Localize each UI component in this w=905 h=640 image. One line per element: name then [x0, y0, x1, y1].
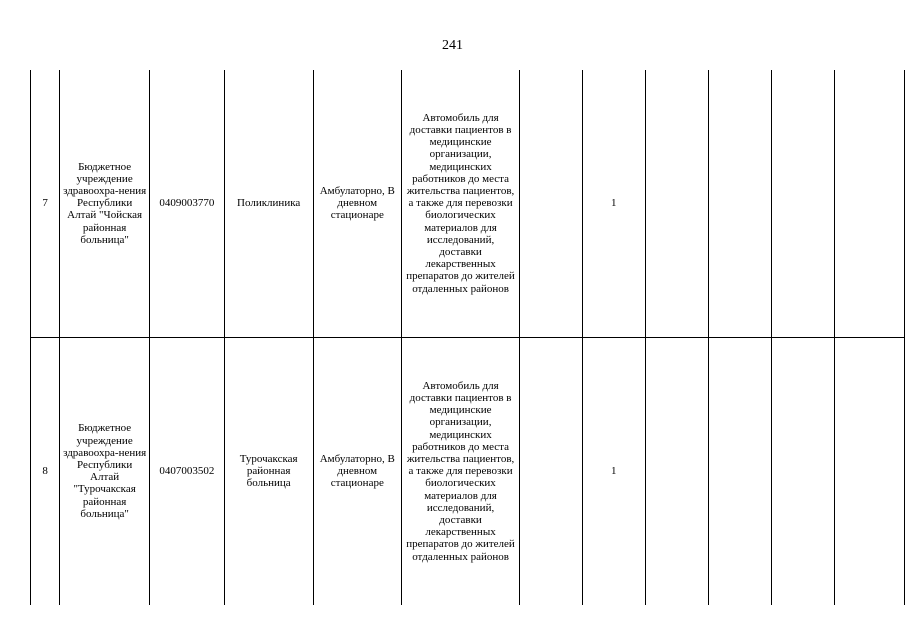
unit-name: Поликлиника [224, 70, 313, 337]
empty-cell [520, 70, 583, 337]
institution-code: 0407003502 [150, 337, 225, 605]
institution-name: Бюджетное учреждение здравоохра-нения Республики Алтай "Чойская районная больница" [60, 70, 150, 337]
empty-cell [645, 70, 708, 337]
empty-cell [771, 337, 834, 605]
empty-cell [835, 70, 905, 337]
vehicle-purpose: Автомобиль для доставки пациентов в медицинские организации, медицинских работников до места жительства пациентов, а также для перевозки биологических материалов для исследований, доставки лекарственных препаратов до жителей отдаленных районов [401, 70, 519, 337]
institution-code: 0409003770 [150, 70, 225, 337]
row-index: 7 [31, 70, 60, 337]
page-number: 241 [442, 38, 463, 53]
vehicle-quantity: 1 [582, 70, 645, 337]
empty-cell [709, 337, 772, 605]
empty-cell [520, 337, 583, 605]
table-row [31, 337, 905, 605]
care-conditions: Амбулаторно, В дневном стационаре [313, 337, 401, 605]
vehicle-quantity: 1 [582, 337, 645, 605]
empty-cell [771, 70, 834, 337]
empty-cell [709, 70, 772, 337]
row-index: 8 [31, 337, 60, 605]
empty-cell [835, 337, 905, 605]
unit-name: Турочакская районная больница [224, 337, 313, 605]
care-conditions: Амбулаторно, В дневном стационаре [313, 70, 401, 337]
institution-name: Бюджетное учреждение здравоохра-нения Республики Алтай "Турочакская районная больница" [60, 337, 150, 605]
empty-cell [645, 337, 708, 605]
vehicle-purpose: Автомобиль для доставки пациентов в медицинские организации, медицинских работников до места жительства пациентов, а также для перевозки биологических материалов для исследований, доставки лекарственных препаратов до жителей отдаленных районов [401, 337, 519, 605]
registry-table [30, 70, 905, 605]
table-row [31, 70, 905, 337]
